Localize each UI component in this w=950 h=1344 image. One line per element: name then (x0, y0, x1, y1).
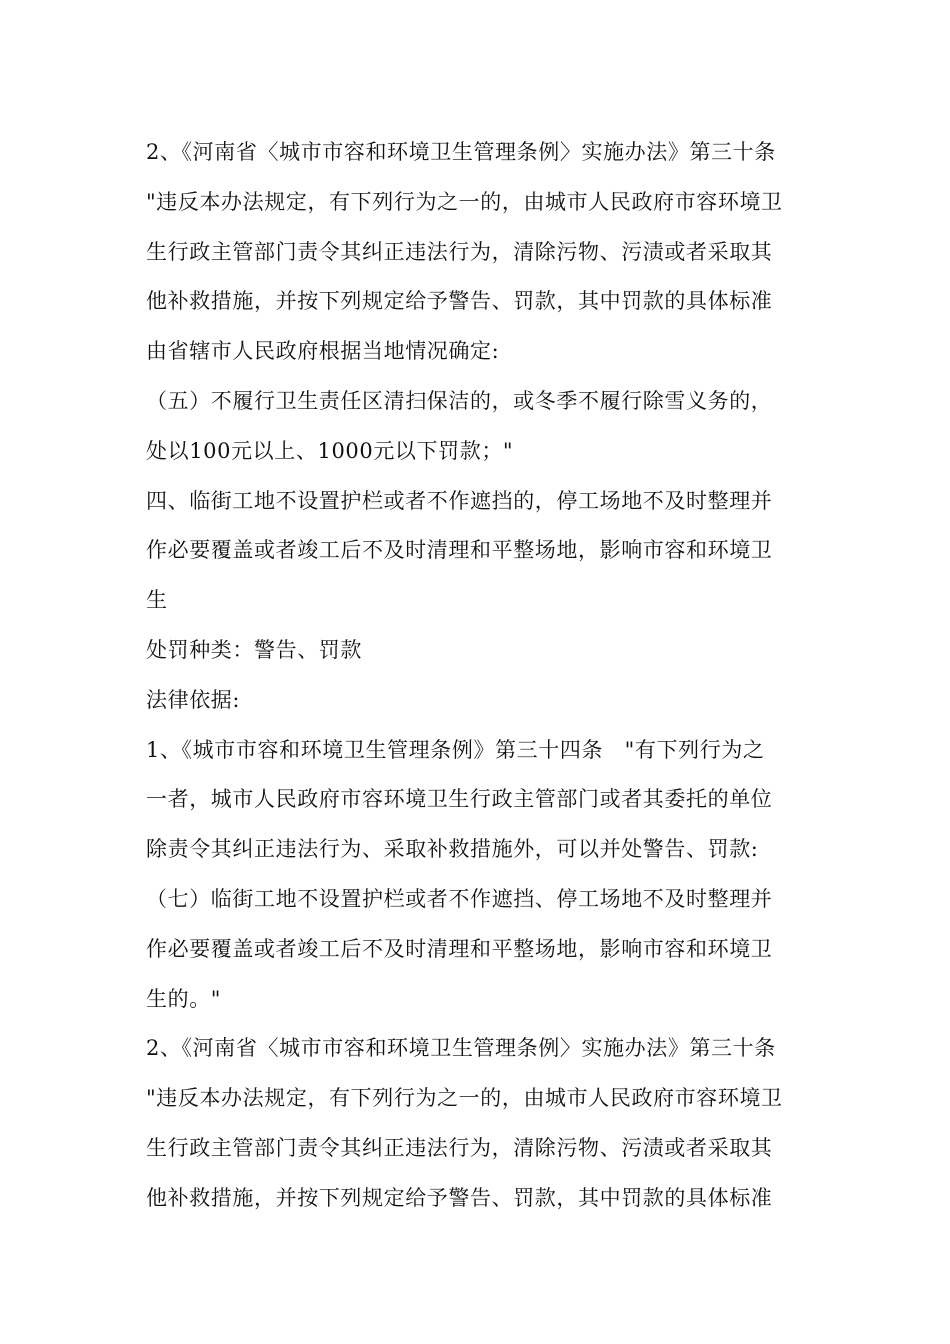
text-line: 处罚种类：警告、罚款 (146, 637, 362, 662)
text-line: （五）不履行卫生责任区清扫保洁的，或冬季不履行除雪义务的， (146, 388, 773, 413)
text-line: 他补救措施，并按下列规定给予警告、罚款，其中罚款的具体标准 (146, 289, 773, 314)
text-line: （七）临街工地不设置护栏或者不作遮挡、停工场地不及时整理并 (146, 886, 773, 911)
text-line: "违反本办法规定，有下列行为之一的，由城市人民政府市容环境卫 (146, 1086, 783, 1111)
text-line: 生行政主管部门责令其纠正违法行为，清除污物、污渍或者采取其 (146, 1135, 773, 1160)
document-body (146, 128, 811, 1224)
text-line: 除责令其纠正违法行为、采取补救措施外，可以并处警告、罚款: (146, 837, 759, 862)
text-line: 他补救措施，并按下列规定给予警告、罚款，其中罚款的具体标准 (146, 1185, 773, 1210)
text-line: 一者，城市人民政府市容环境卫生行政主管部门或者其委托的单位 (146, 787, 773, 812)
text-line: 2、《河南省〈城市市容和环境卫生管理条例〉实施办法》第三十条 (146, 1036, 776, 1061)
text-line: 生 (146, 588, 168, 613)
text-line: 生的。" (146, 986, 222, 1011)
text-line: 由省辖市人民政府根据当地情况确定: (146, 339, 500, 364)
text-line: 生行政主管部门责令其纠正违法行为，清除污物、污渍或者采取其 (146, 239, 773, 264)
text-line: 2、《河南省〈城市市容和环境卫生管理条例〉实施办法》第三十条 (146, 140, 776, 164)
text-line: 处以100元以上、1000元以下罚款；" (146, 438, 514, 463)
text-line: "违反本办法规定，有下列行为之一的，由城市人民政府市容环境卫 (146, 189, 783, 214)
text-line: 四、临街工地不设置护栏或者不作遮挡的，停工场地不及时整理并 (146, 488, 773, 513)
text-line: 1、《城市市容和环境卫生管理条例》第三十四条 "有下列行为之 (146, 737, 765, 762)
text-line: 法律依据: (146, 687, 241, 712)
text-line: 作必要覆盖或者竣工后不及时清理和平整场地，影响市容和环境卫 (146, 538, 773, 563)
text-line: 作必要覆盖或者竣工后不及时清理和平整场地，影响市容和环境卫 (146, 936, 773, 961)
